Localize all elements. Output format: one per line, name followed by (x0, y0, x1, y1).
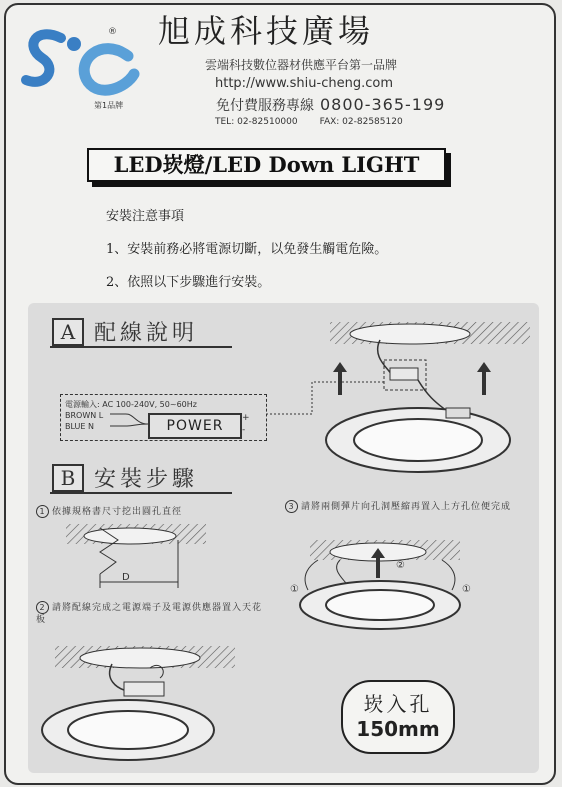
section-b-header (52, 462, 198, 493)
step-1 (36, 505, 276, 518)
step1-diagram (66, 524, 206, 588)
section-a-underline (50, 346, 232, 348)
step3-diagram (290, 540, 471, 629)
minus-symbol: - (242, 425, 246, 435)
hotline-label: 免付費服務專線 (216, 98, 314, 114)
section-b-underline (50, 492, 232, 494)
note-item: 1、安裝前務必將電源切斷，以免發生觸電危險。 (106, 242, 388, 257)
company-slogan: 雲端科技數位器材供應平台第一品牌 (205, 58, 398, 72)
wire-blue: BLUE N (65, 422, 94, 431)
section-a-title: 配線說明 (94, 321, 199, 346)
cutout-label: 崁入孔 (363, 692, 433, 716)
registered-mark: ® (108, 27, 117, 37)
cutout-size: 150mm (356, 717, 440, 741)
step-text: 請將兩側彈片向孔洞壓縮再置入上方孔位便完成 (301, 502, 512, 512)
wire-brown: BROWN L (65, 411, 104, 420)
logo-tag: 第1品牌 (94, 101, 124, 110)
step3-mark-3: ① (462, 584, 471, 595)
plus-symbol: + (242, 413, 250, 423)
fax: FAX: 02-82585120 (319, 117, 403, 127)
section-b-title: 安裝步驟 (94, 467, 199, 492)
step3-mark-2: ② (396, 560, 405, 571)
section-a-header (52, 316, 198, 347)
step-number: 1 (36, 505, 49, 518)
product-title: LED崁燈/LED Down LIGHT (87, 148, 446, 182)
wiring-spec: 電源輸入: AC 100-240V, 50~60Hz (65, 400, 197, 409)
company-name: 旭成科技廣場 (158, 12, 375, 50)
section-a-letter: A (52, 318, 84, 346)
hotline-number: 0800-365-199 (320, 95, 446, 114)
cutout-size-badge (341, 680, 455, 754)
step-text: 依據規格書尺寸挖出圓孔直徑 (52, 507, 183, 517)
tel: TEL: 02-82510000 (215, 117, 298, 127)
ceiling-fixture-diagram (266, 322, 530, 472)
power-supply-box: POWER (148, 413, 242, 439)
step3-mark-1: ① (290, 584, 299, 595)
company-url: http://www.shiu-cheng.com (215, 76, 393, 91)
step-3 (285, 500, 525, 513)
step-text: 請將配線完成之電源端子及電源供應器置入天花板 (36, 603, 263, 625)
step-2 (36, 601, 266, 626)
step-number: 2 (36, 601, 49, 614)
diameter-label: D (122, 572, 130, 583)
section-b-letter: B (52, 464, 84, 492)
step2-diagram (42, 646, 235, 760)
note-item: 2、依照以下步驟進行安裝。 (106, 275, 271, 290)
notes-heading: 安裝注意事項 (106, 209, 185, 224)
step-number: 3 (285, 500, 298, 513)
